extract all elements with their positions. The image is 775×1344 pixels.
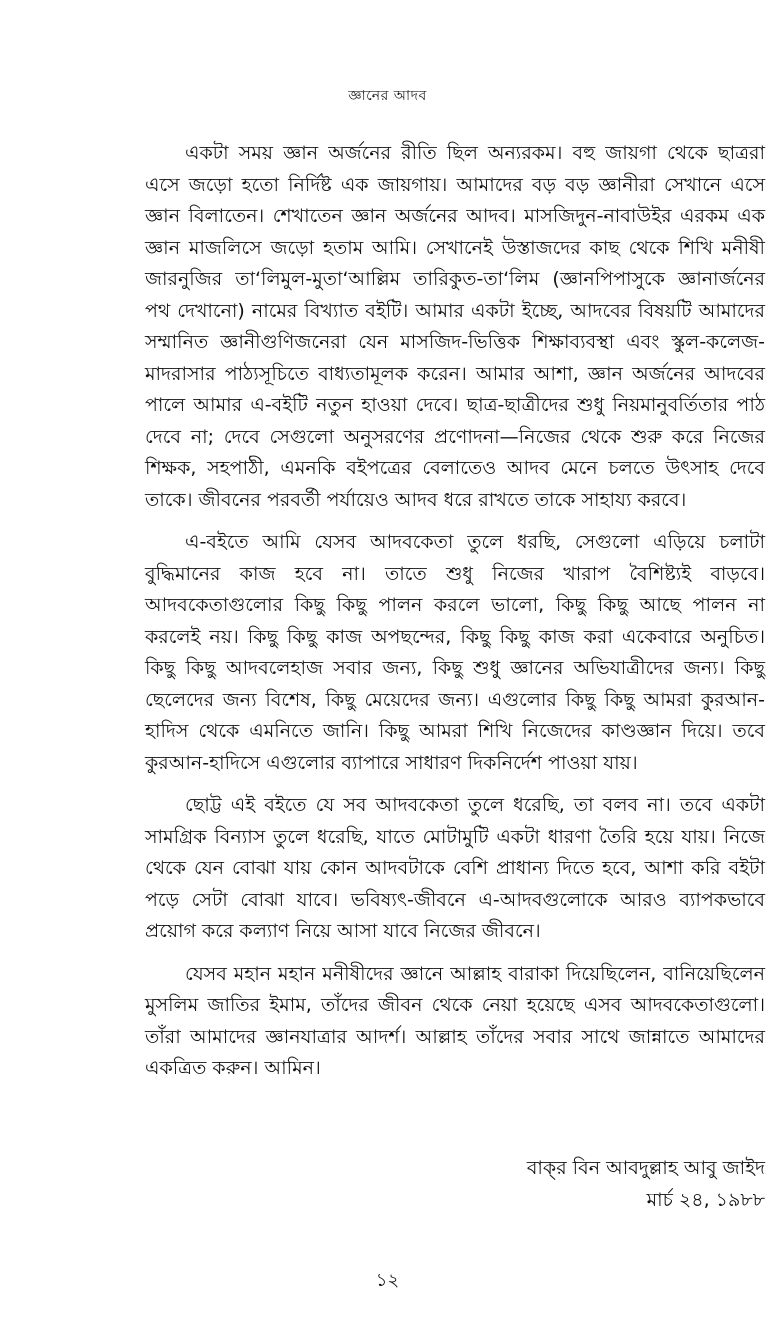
- paragraph-1: একটা সময় জ্ঞান অর্জনের রীতি ছিল অন্যরকম। বহু জায়গা থেকে ছাত্ররা এসে জড়ো হতো নির্দিষ্ট এক জায়গায়। আমাদের বড় বড় জ্ঞানীরা সেখানে এসে জ্ঞান বিলাতেন। শেখাতেন জ্ঞান অর্জনের আদব। মাসজিদুন-নাবাউইর এরকম এক জ্ঞান মাজলিসে জড়ো হতাম আমি। সেখানেই উস্তাজদের কাছ থেকে শিখি মনীষী জারনুজির তা‘লিমুল-মুতা‘আল্লিম তারিকুত-তা‘লিম (জ্ঞানপিপাসুকে জ্ঞানার্জনের পথ দেখানো) নামের বিখ্যাত বইটি। আমার একটা ইচ্ছে, আদবের বিষয়টি আমাদের সম্মানিত জ্ঞানীগুণিজনেরা যেন মাসজিদ-ভিত্তিক শিক্ষাব্যবস্থা এবং স্কুল-কলেজ-মাদরাসার পাঠ্যসূচিতে বাধ্যতামূলক করেন। আমার আশা, জ্ঞান অর্জনের আদবের পালে আমার এ-বইটি নতুন হাওয়া দেবে। ছাত্র-ছাত্রীদের শুধু নিয়মানুবর্তিতার পাঠ দেবে না; দেবে সেগুলো অনুসরণের প্রণোদনা—নিজের থেকে শুরু করে নিজের শিক্ষক, সহপাঠী, এমনকি বইপত্রের বেলাতেও আদব মেনে চলতে উৎসাহ দেবে তাকে। জীবনের পরবর্তী পর্যায়েও আদব ধরে রাখতে তাকে সাহায্য করবে।: [145, 142, 766, 511]
- page-number: ১২: [375, 1270, 400, 1291]
- paragraph-3: ছোট্ট এই বইতে যে সব আদবকেতা তুলে ধরেছি, তা বলব না। তবে একটা সামগ্রিক বিন্যাস তুলে ধরেছি, যাতে মোটামুটি একটা ধারণা তৈরি হয়ে যায়। নিজে থেকে যেন বোঝা যায় কোন আদবটাকে বেশি প্রাধান্য দিতে হবে, আশা করি বইটা পড়ে সেটা বোঝা যাবে। ভবিষ্যৎ-জীবনে এ-আদবগুলোকে আরও ব্যাপকভাবে প্রয়োগ করে কল্যাণ নিয়ে আসা যাবে নিজের জীবনে।: [145, 794, 765, 942]
- body-text: [145, 138, 765, 1096]
- running-header: জ্ঞানের আদব: [348, 88, 427, 104]
- paragraph-2: এ-বইতে আমি যেসব আদবকেতা তুলে ধরছি, সেগুলো এড়িয়ে চলাটা বুদ্ধিমানের কাজ হবে না। তাতে শুধু নিজের খারাপ বৈশিষ্ট্যই বাড়বে। আদবকেতাগুলোর কিছু কিছু পালন করলে ভালো, কিছু কিছু আছে পালন না করলেই নয়। কিছু কিছু কাজ অপছন্দের, কিছু কিছু কাজ করা একেবারে অনুচিত। কিছু কিছু আদবলেহাজ সবার জন্য, কিছু শুধু জ্ঞানের অভিযাত্রীদের জন্য। কিছু ছেলেদের জন্য বিশেষ, কিছু মেয়েদের জন্য। এগুলোর কিছু কিছু আমরা কুরআন-হাদিস থেকে এমনিতে জানি। কিছু আমরা শিখি নিজেদের কাণ্ডজ্ঞান দিয়ে। তবে কুরআন-হাদিসে এগুলোর ব্যাপারে সাধারণ দিকনির্দেশ পাওয়া যায়।: [145, 531, 765, 774]
- author-signature: বাক্‌র বিন আবদুল্লাহ আবু জাইদ: [526, 1157, 765, 1179]
- signature-date: মার্চ ২৪, ১৯৮৮: [646, 1189, 765, 1211]
- paragraph-4: যেসব মহান মহান মনীষীদের জ্ঞানে আল্লাহ বারাকা দিয়েছিলেন, বানিয়েছিলেন মুসলিম জাতির ইমাম, তাঁদের জীবন থেকে নেয়া হয়েছে এসব আদবকেতাগুলো। তাঁরা আমাদের জ্ঞানযাত্রার আদর্শ। আল্লাহ তাঁদের সবার সাথে জান্নাতে আমাদের একত্রিত করুন। আমিন।: [145, 962, 765, 1079]
